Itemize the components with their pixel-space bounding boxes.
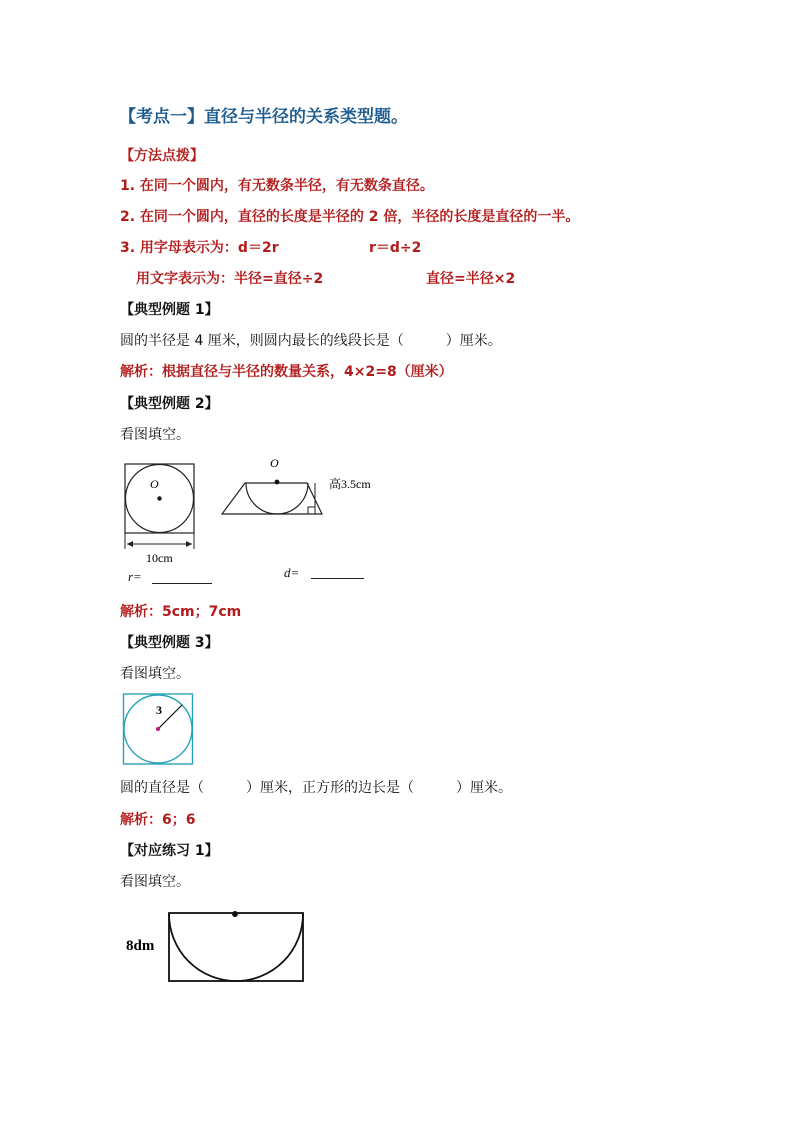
- blank-d-field[interactable]: [311, 578, 364, 579]
- example-1-heading: 【典型例题 1】: [120, 302, 219, 318]
- example-3-heading: 【典型例题 3】: [120, 635, 219, 651]
- method-point-3-formula-r: r＝d÷2: [369, 240, 422, 256]
- example-2-prompt: 看图填空。: [120, 427, 190, 443]
- method-heading: 【方法点拨】: [120, 148, 204, 164]
- fig1-center-label: O: [150, 477, 159, 491]
- fig2-semicircle: [246, 483, 308, 514]
- example-2-heading: 【典型例题 2】: [120, 396, 219, 412]
- practice-rect: [169, 913, 303, 981]
- method-point-3-formula-d: 3. 用字母表示为：d＝2r: [120, 240, 279, 256]
- practice-center-dot: [232, 911, 238, 917]
- example-2-answer: 解析：5cm；7cm: [120, 604, 242, 620]
- method-point-4-words-r: 用文字表示为：半径=直径÷2: [136, 271, 324, 287]
- fig1-width-label: 10cm: [146, 551, 173, 565]
- example-1-answer: 解析：根据直径与半径的数量关系，4×2=8（厘米）: [120, 364, 453, 380]
- blank-r-field[interactable]: [152, 583, 212, 584]
- example-3-answer: 解析：6；6: [120, 812, 196, 828]
- fig3-radius-label: 3: [156, 703, 162, 717]
- practice-1-prompt: 看图填空。: [120, 874, 190, 890]
- example-3-prompt: 看图填空。: [120, 666, 190, 682]
- blank-r-label: r=: [128, 569, 142, 584]
- method-point-4-words-d: 直径=半径×2: [426, 271, 516, 287]
- blank-d-label: d=: [284, 565, 300, 580]
- example-3-figure: [120, 690, 196, 768]
- practice-1-figure: [120, 905, 310, 987]
- fig2-center-label: O: [270, 456, 279, 470]
- example-3-question: 圆的直径是（ ）厘米，正方形的边长是（ ）厘米。: [120, 780, 512, 796]
- section-title: 【考点一】直径与半径的关系类型题。: [119, 107, 408, 127]
- practice-side-label: 8dm: [126, 938, 155, 954]
- fig3-center-dot: [156, 727, 160, 731]
- fig2-trapezoid: [222, 483, 322, 514]
- method-point-1: 1. 在同一个圆内，有无数条半径，有无数条直径。: [120, 178, 434, 194]
- practice-semicircle: [169, 914, 303, 981]
- fig2-center-dot: [275, 480, 280, 485]
- practice-1-heading: 【对应练习 1】: [120, 843, 219, 859]
- method-point-2: 2. 在同一个圆内，直径的长度是半径的 2 倍，半径的长度是直径的一半。: [120, 209, 580, 225]
- fig2-height-label: 高3.5cm: [329, 477, 371, 491]
- example-2-figures: [110, 452, 410, 592]
- example-1-question: 圆的半径是 4 厘米，则圆内最长的线段长是（ ）厘米。: [120, 333, 502, 349]
- fig1-center-dot: [157, 496, 161, 500]
